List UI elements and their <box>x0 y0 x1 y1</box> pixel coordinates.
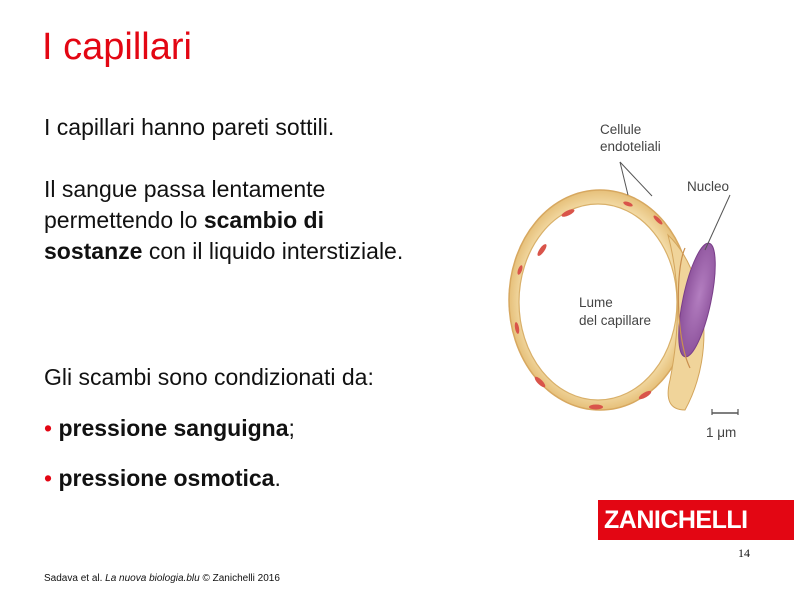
page-number: 14 <box>738 546 750 560</box>
label-endothelial-cells: endoteliali <box>600 139 661 154</box>
capillary-illustration <box>500 110 780 450</box>
bullet-suffix: ; <box>288 415 295 441</box>
label-endothelial-cells: Cellule <box>600 122 642 137</box>
bullet-symbol: • <box>44 465 53 491</box>
paragraph-exchange-part2: con il liquido interstiziale. <box>142 238 404 264</box>
capillary-drawing <box>500 110 780 450</box>
bullet-symbol: • <box>44 415 53 441</box>
bullet-bold-text: pressione sanguigna <box>58 415 289 441</box>
cells-pointer-line <box>620 162 652 196</box>
label-lumen: Lume <box>579 295 613 310</box>
bullet-item <box>44 463 281 494</box>
paragraph-exchange <box>44 174 414 267</box>
footer-book-title: La nuova biologia.blu <box>105 573 200 584</box>
label-lumen: del capillare <box>579 313 652 328</box>
bullet-suffix: . <box>274 465 281 491</box>
paragraph-exchange-part1: Il sangue passa lentamente permettendo lo <box>44 176 326 233</box>
scale-bar-label: 1 μm <box>706 425 737 440</box>
bullet-bold-text: pressione osmotica <box>58 465 275 491</box>
footer-citation <box>44 573 280 584</box>
nucleus-pointer-line <box>705 195 730 250</box>
slide-title: I capillari <box>42 26 192 68</box>
footer-authors: Sadava et al. <box>44 573 106 584</box>
zanichelli-logo: ZANICHELLI <box>598 500 794 540</box>
bullet-item <box>44 413 295 444</box>
paragraph-conditions: Gli scambi sono condizionati da: <box>44 364 374 390</box>
paragraph-exchange-bold: scambio di sostanze <box>44 207 324 264</box>
paragraph-walls: I capillari hanno pareti sottili. <box>44 114 335 140</box>
footer-publisher: © Zanichelli 2016 <box>199 573 280 584</box>
label-nucleus: Nucleo <box>687 179 730 194</box>
